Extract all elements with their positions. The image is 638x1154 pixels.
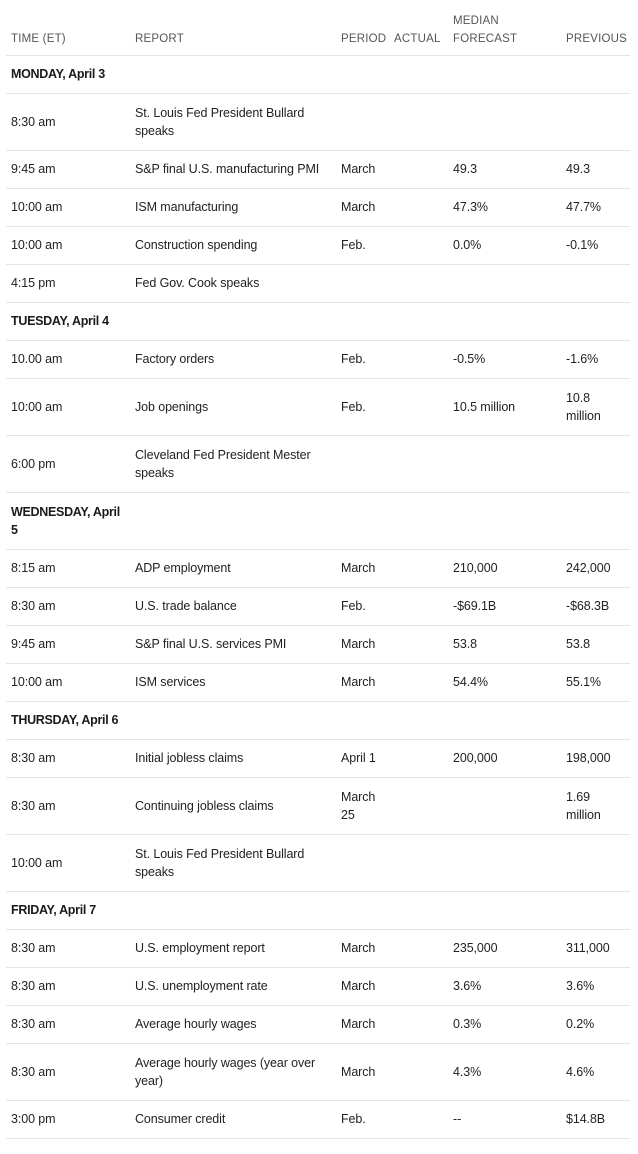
cell-previous: 311,000 [561,929,630,967]
cell-actual [394,1005,448,1043]
cell-report: Job openings [130,378,336,435]
day-header-row [6,55,630,93]
table-row [6,226,630,264]
cell-time: 8:30 am [6,1043,130,1100]
cell-forecast [448,777,561,834]
table-row [6,549,630,587]
cell-previous: 242,000 [561,549,630,587]
cell-previous [561,93,630,150]
cell-report: Average hourly wages (year over year) [130,1043,336,1100]
cell-actual [394,967,448,1005]
cell-time: 10:00 am [6,834,130,891]
header-report: REPORT [130,0,336,55]
cell-period: March [336,929,394,967]
cell-previous: -$68.3B [561,587,630,625]
empty-cell [336,891,394,929]
table-body [6,55,630,1138]
cell-period: March [336,549,394,587]
empty-cell [336,55,394,93]
cell-forecast [448,93,561,150]
cell-previous: 47.7% [561,188,630,226]
cell-period: Feb. [336,340,394,378]
cell-actual [394,587,448,625]
cell-period: March [336,1005,394,1043]
cell-report: Cleveland Fed President Mester speaks [130,435,336,492]
empty-cell [130,302,336,340]
cell-forecast: 49.3 [448,150,561,188]
empty-cell [561,302,630,340]
cell-time: 8:30 am [6,777,130,834]
cell-previous: 10.8 million [561,378,630,435]
cell-actual [394,549,448,587]
cell-previous: -0.1% [561,226,630,264]
cell-report: U.S. trade balance [130,587,336,625]
cell-actual [394,93,448,150]
day-label: THURSDAY, April 6 [6,701,130,739]
cell-report: U.S. employment report [130,929,336,967]
cell-actual [394,340,448,378]
cell-period: April 1 [336,739,394,777]
cell-time: 8:30 am [6,587,130,625]
cell-report: ISM manufacturing [130,188,336,226]
cell-previous [561,435,630,492]
table-row [6,587,630,625]
cell-actual [394,188,448,226]
table-row [6,663,630,701]
header-time: TIME (ET) [6,0,130,55]
cell-previous: $14.8B [561,1100,630,1138]
cell-time: 10.00 am [6,340,130,378]
cell-time: 10:00 am [6,378,130,435]
cell-time: 9:45 am [6,625,130,663]
table-row [6,739,630,777]
cell-previous: 55.1% [561,663,630,701]
cell-report: ISM services [130,663,336,701]
cell-time: 8:30 am [6,1005,130,1043]
cell-previous: 1.69 million [561,777,630,834]
cell-time: 8:15 am [6,549,130,587]
cell-report: St. Louis Fed President Bullard speaks [130,834,336,891]
cell-previous: 3.6% [561,967,630,1005]
cell-actual [394,1100,448,1138]
cell-period: March [336,1043,394,1100]
cell-forecast: 235,000 [448,929,561,967]
cell-previous: 49.3 [561,150,630,188]
cell-period: March 25 [336,777,394,834]
cell-forecast [448,264,561,302]
empty-cell [448,701,561,739]
day-label: MONDAY, April 3 [6,55,130,93]
empty-cell [394,701,448,739]
cell-actual [394,264,448,302]
empty-cell [130,55,336,93]
cell-report: Average hourly wages [130,1005,336,1043]
cell-report: St. Louis Fed President Bullard speaks [130,93,336,150]
table-row [6,834,630,891]
cell-forecast: 54.4% [448,663,561,701]
table-row [6,340,630,378]
cell-period: March [336,150,394,188]
cell-report: Fed Gov. Cook speaks [130,264,336,302]
cell-forecast: 47.3% [448,188,561,226]
table-row [6,967,630,1005]
cell-actual [394,226,448,264]
cell-period [336,435,394,492]
header-forecast-top: MEDIAN [453,14,499,27]
cell-previous: 0.2% [561,1005,630,1043]
cell-forecast: -- [448,1100,561,1138]
cell-actual [394,435,448,492]
cell-forecast: -0.5% [448,340,561,378]
table-row [6,777,630,834]
cell-actual [394,150,448,188]
empty-cell [561,701,630,739]
cell-forecast [448,834,561,891]
table-row [6,188,630,226]
empty-cell [394,891,448,929]
empty-cell [561,891,630,929]
cell-period: Feb. [336,587,394,625]
cell-report: Construction spending [130,226,336,264]
table-row [6,1005,630,1043]
cell-report: Consumer credit [130,1100,336,1138]
empty-cell [448,891,561,929]
empty-cell [130,891,336,929]
empty-cell [394,55,448,93]
empty-cell [130,701,336,739]
empty-cell [394,302,448,340]
cell-time: 6:00 pm [6,435,130,492]
cell-forecast: 4.3% [448,1043,561,1100]
cell-period: March [336,188,394,226]
empty-cell [336,492,394,549]
cell-actual [394,625,448,663]
header-previous: PREVIOUS [561,0,630,55]
empty-cell [394,492,448,549]
economic-calendar-table [6,0,630,1139]
cell-report: Factory orders [130,340,336,378]
day-label: FRIDAY, April 7 [6,891,130,929]
table-row [6,929,630,967]
header-period: PERIOD [336,0,394,55]
cell-time: 4:15 pm [6,264,130,302]
cell-forecast: 0.3% [448,1005,561,1043]
empty-cell [130,492,336,549]
day-label: TUESDAY, April 4 [6,302,130,340]
cell-report: U.S. unemployment rate [130,967,336,1005]
day-header-row [6,492,630,549]
table-row [6,264,630,302]
cell-period: Feb. [336,1100,394,1138]
cell-forecast: 200,000 [448,739,561,777]
day-header-row [6,701,630,739]
cell-forecast: 53.8 [448,625,561,663]
day-label: WEDNESDAY, April 5 [6,492,130,549]
cell-actual [394,1043,448,1100]
empty-cell [561,55,630,93]
cell-actual [394,834,448,891]
cell-report: Continuing jobless claims [130,777,336,834]
table-row [6,150,630,188]
cell-time: 8:30 am [6,929,130,967]
cell-previous: -1.6% [561,340,630,378]
cell-forecast: 0.0% [448,226,561,264]
header-actual: ACTUAL [394,0,448,55]
cell-forecast [448,435,561,492]
table-row [6,625,630,663]
cell-previous: 53.8 [561,625,630,663]
cell-period [336,93,394,150]
day-header-row [6,302,630,340]
cell-actual [394,378,448,435]
cell-period: Feb. [336,226,394,264]
cell-time: 8:30 am [6,93,130,150]
empty-cell [448,302,561,340]
cell-time: 3:00 pm [6,1100,130,1138]
day-header-row [6,891,630,929]
cell-period [336,834,394,891]
empty-cell [561,492,630,549]
cell-actual [394,739,448,777]
cell-report: ADP employment [130,549,336,587]
cell-previous: 4.6% [561,1043,630,1100]
table-row [6,93,630,150]
cell-previous [561,834,630,891]
cell-period: March [336,967,394,1005]
cell-actual [394,777,448,834]
cell-previous [561,264,630,302]
cell-forecast: 3.6% [448,967,561,1005]
cell-period: March [336,625,394,663]
cell-actual [394,663,448,701]
cell-report: S&P final U.S. services PMI [130,625,336,663]
cell-actual [394,929,448,967]
cell-period: Feb. [336,378,394,435]
empty-cell [336,302,394,340]
header-forecast-bottom: FORECAST [453,32,518,45]
table-header [6,0,630,55]
cell-forecast: -$69.1B [448,587,561,625]
cell-time: 9:45 am [6,150,130,188]
empty-cell [448,492,561,549]
cell-time: 10:00 am [6,226,130,264]
cell-report: S&P final U.S. manufacturing PMI [130,150,336,188]
cell-report: Initial jobless claims [130,739,336,777]
header-median-forecast [448,0,561,55]
empty-cell [448,55,561,93]
table-row [6,1100,630,1138]
cell-time: 10:00 am [6,663,130,701]
cell-time: 10:00 am [6,188,130,226]
cell-forecast: 210,000 [448,549,561,587]
header-row [6,0,630,55]
empty-cell [336,701,394,739]
table-row [6,435,630,492]
cell-previous: 198,000 [561,739,630,777]
cell-forecast: 10.5 million [448,378,561,435]
cell-time: 8:30 am [6,967,130,1005]
cell-time: 8:30 am [6,739,130,777]
table-row [6,1043,630,1100]
cell-period [336,264,394,302]
table-row [6,378,630,435]
cell-period: March [336,663,394,701]
